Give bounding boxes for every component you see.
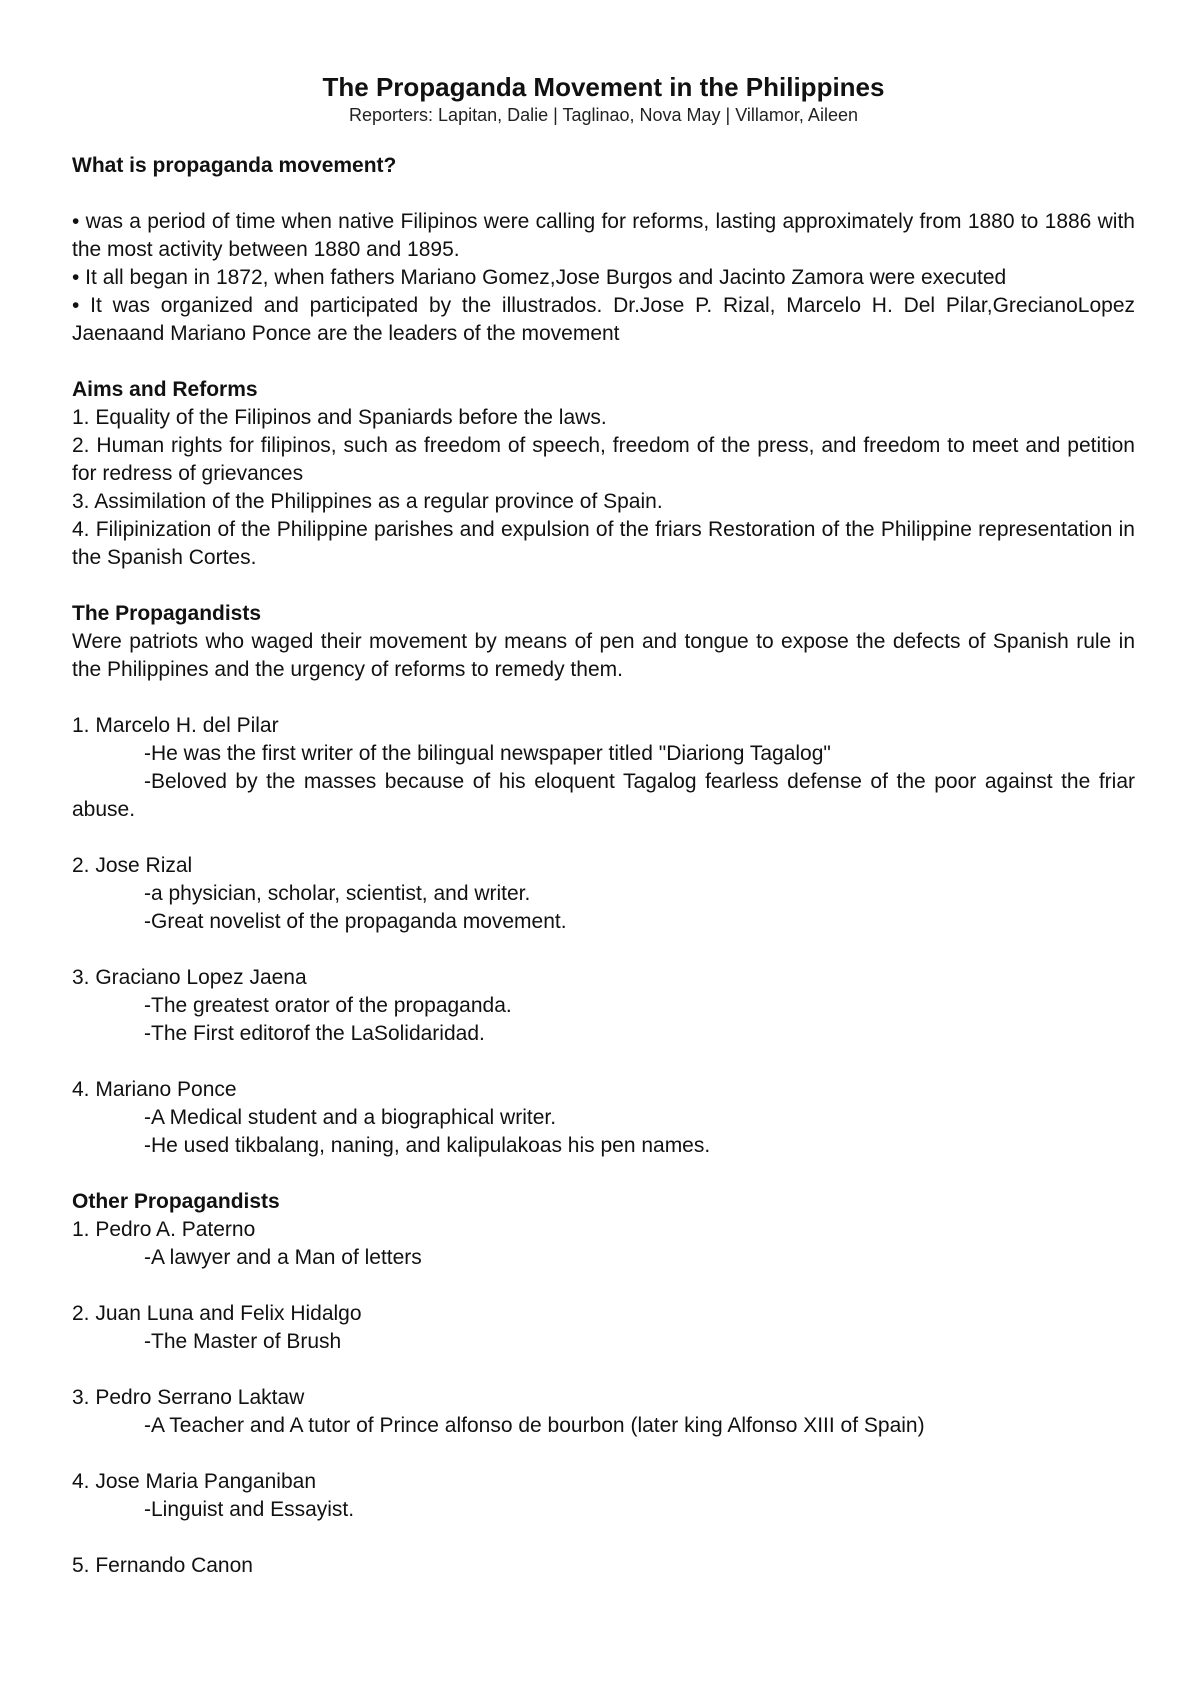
other-propagandist-name: 3. Pedro Serrano Laktaw xyxy=(72,1386,305,1409)
propagandist-name: 4. Mariano Ponce xyxy=(72,1078,237,1101)
aim-item: 2. Human rights for filipinos, such as freedom of speech, freedom of the press, and freedom to meet and petition for redress of grievances xyxy=(72,434,1135,485)
propagandist-detail: -Beloved by the masses because of his eloquent Tagalog fearless defense of the poor against the friar abuse. xyxy=(72,770,1135,821)
section-heading-aims: Aims and Reforms xyxy=(72,378,258,401)
other-propagandist-detail: -The Master of Brush xyxy=(144,1330,342,1353)
other-propagandist-name: 5. Fernando Canon xyxy=(72,1554,253,1577)
bullet-item: • It all began in 1872, when fathers Mariano Gomez,Jose Burgos and Jacinto Zamora were executed xyxy=(72,266,1007,289)
aim-item: 4. Filipinization of the Philippine parishes and expulsion of the friars Restoration of the Philippine representation in the Spanish Cortes. xyxy=(72,518,1135,569)
section-heading-other-propagandists: Other Propagandists xyxy=(72,1190,280,1213)
propagandist-name: 1. Marcelo H. del Pilar xyxy=(72,714,279,737)
other-propagandist-detail: -Linguist and Essayist. xyxy=(144,1498,355,1521)
propagandist-detail: -The First editorof the LaSolidaridad. xyxy=(144,1022,485,1045)
propagandist-detail: -He was the first writer of the bilingual newspaper titled "Diariong Tagalog" xyxy=(144,742,831,765)
bullet-item: • was a period of time when native Filipinos were calling for reforms, lasting approximately from 1880 to 1886 with the most activity between 1880 and 1895. xyxy=(72,210,1135,261)
propagandist-detail: -Great novelist of the propaganda movement. xyxy=(144,910,567,933)
propagandist-detail: -The greatest orator of the propaganda. xyxy=(144,994,512,1017)
propagandist-detail: -A Medical student and a biographical writer. xyxy=(144,1106,557,1129)
section-heading-what-is: What is propaganda movement? xyxy=(72,154,397,177)
propagandist-name: 2. Jose Rizal xyxy=(72,854,193,877)
document-page xyxy=(72,70,1135,1580)
other-propagandist-detail: -A lawyer and a Man of letters xyxy=(144,1246,422,1269)
propagandist-name: 3. Graciano Lopez Jaena xyxy=(72,966,307,989)
document-title: The Propaganda Movement in the Philippines xyxy=(322,72,885,102)
other-propagandist-name: 2. Juan Luna and Felix Hidalgo xyxy=(72,1302,362,1325)
propagandists-intro: Were patriots who waged their movement by means of pen and tongue to expose the defects of Spanish rule in the Philippines and the urgency of reforms to remedy them. xyxy=(72,630,1135,681)
reporters-line: Reporters: Lapitan, Dalie | Taglinao, Nova May | Villamor, Aileen xyxy=(349,105,858,125)
other-propagandist-detail: -A Teacher and A tutor of Prince alfonso de bourbon (later king Alfonso XIII of Spain) xyxy=(144,1414,925,1437)
aim-item: 1. Equality of the Filipinos and Spaniards before the laws. xyxy=(72,406,607,429)
propagandist-detail: -He used tikbalang, naning, and kalipulakoas his pen names. xyxy=(144,1134,711,1157)
propagandist-detail: -a physician, scholar, scientist, and writer. xyxy=(144,882,531,905)
section-heading-propagandists: The Propagandists xyxy=(72,602,262,625)
aim-item: 3. Assimilation of the Philippines as a regular province of Spain. xyxy=(72,490,663,513)
other-propagandist-name: 1. Pedro A. Paterno xyxy=(72,1218,256,1241)
bullet-item: • It was organized and participated by the illustrados. Dr.Jose P. Rizal, Marcelo H. Del Pilar,GrecianoLopez Jaenaand Mariano Ponce are the leaders of the movement xyxy=(72,294,1135,345)
other-propagandist-name: 4. Jose Maria Panganiban xyxy=(72,1470,316,1493)
